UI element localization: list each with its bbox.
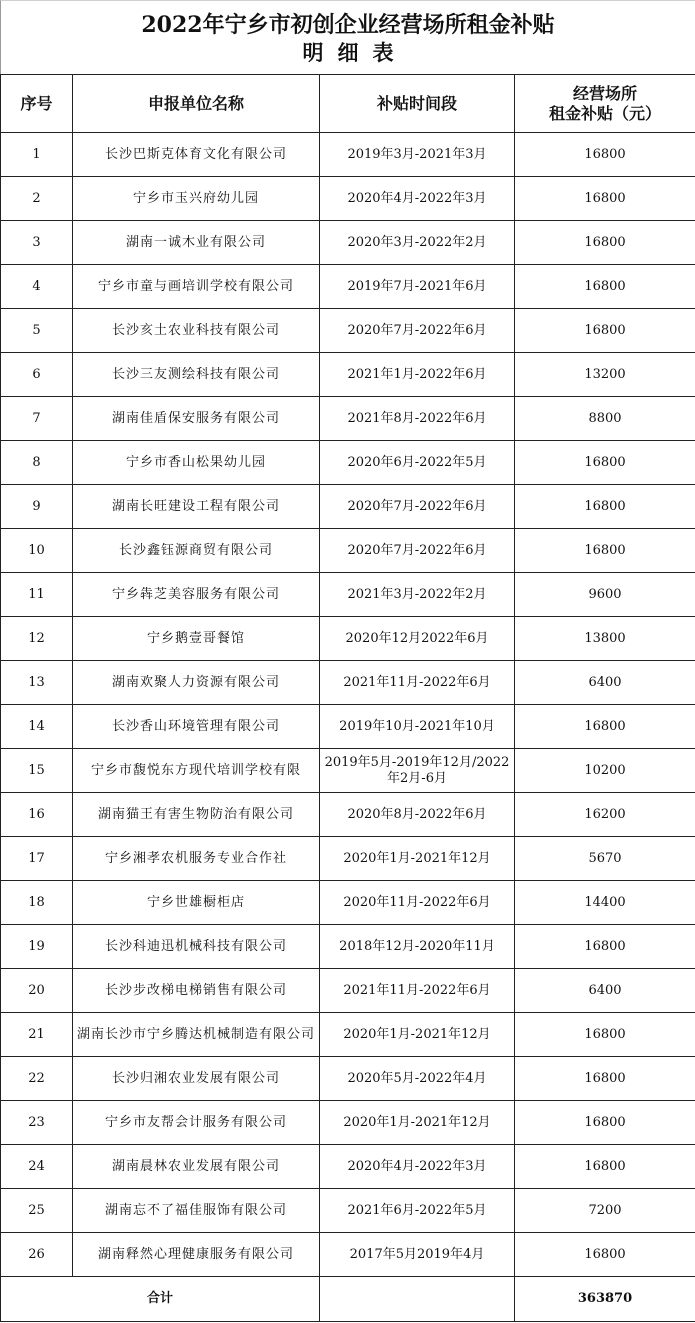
- cell-seq: 4: [1, 265, 73, 309]
- total-row: [1, 1277, 695, 1322]
- table-row: [1, 573, 695, 617]
- cell-seq: 11: [1, 573, 73, 617]
- subsidy-table: [0, 74, 695, 1322]
- cell-period: 2021年6月-2022年5月: [320, 1189, 515, 1233]
- cell-seq: 21: [1, 1013, 73, 1057]
- cell-unit-name: 长沙香山环境管理有限公司: [73, 705, 320, 749]
- table-row: [1, 881, 695, 925]
- cell-seq: 20: [1, 969, 73, 1013]
- document-title: 2022年宁乡市初创企业经营场所租金补贴: [141, 12, 555, 38]
- cell-amount: 16800: [515, 1145, 695, 1189]
- cell-unit-name: 长沙鑫钰源商贸有限公司: [73, 529, 320, 573]
- cell-amount: 14400: [515, 881, 695, 925]
- cell-unit-name: 宁乡湘孝农机服务专业合作社: [73, 837, 320, 881]
- cell-seq: 15: [1, 749, 73, 793]
- cell-period: 2020年3月-2022年2月: [320, 221, 515, 265]
- header-amount: [515, 75, 695, 133]
- cell-amount: 16800: [515, 133, 695, 177]
- cell-period: 2020年6月-2022年5月: [320, 441, 515, 485]
- cell-amount: 8800: [515, 397, 695, 441]
- cell-amount: 6400: [515, 969, 695, 1013]
- document-subtitle: 明细表: [302, 40, 408, 65]
- table-row: [1, 925, 695, 969]
- cell-unit-name: 长沙科迪迅机械科技有限公司: [73, 925, 320, 969]
- cell-unit-name: 宁乡市馥悦东方现代培训学校有限: [73, 749, 320, 793]
- total-label: 合计: [1, 1277, 320, 1322]
- cell-amount: 9600: [515, 573, 695, 617]
- cell-unit-name: 宁乡世雄橱柜店: [73, 881, 320, 925]
- cell-unit-name: 湖南释然心理健康服务有限公司: [73, 1233, 320, 1277]
- cell-amount: 16800: [515, 1013, 695, 1057]
- total-amount: 363870: [515, 1277, 695, 1322]
- cell-amount: 16800: [515, 265, 695, 309]
- table-row: [1, 529, 695, 573]
- table-row: [1, 177, 695, 221]
- cell-amount: 6400: [515, 661, 695, 705]
- cell-seq: 16: [1, 793, 73, 837]
- cell-period: 2020年5月-2022年4月: [320, 1057, 515, 1101]
- cell-unit-name: 长沙归湘农业发展有限公司: [73, 1057, 320, 1101]
- cell-period: 2020年1月-2021年12月: [320, 837, 515, 881]
- cell-amount: 16800: [515, 441, 695, 485]
- table-row: [1, 617, 695, 661]
- table-body: [1, 133, 695, 1277]
- header-row: [1, 75, 695, 133]
- cell-amount: 16800: [515, 1057, 695, 1101]
- table-row: [1, 1057, 695, 1101]
- cell-unit-name: 湖南佳盾保安服务有限公司: [73, 397, 320, 441]
- cell-unit-name: 宁乡鹅壹哥餐馆: [73, 617, 320, 661]
- cell-period: 2019年5月-2019年12月/2022年2月-6月: [320, 749, 515, 793]
- cell-period: 2021年11月-2022年6月: [320, 661, 515, 705]
- table-row: [1, 837, 695, 881]
- cell-period: 2019年3月-2021年3月: [320, 133, 515, 177]
- header-amount-line1: 经营场所: [572, 83, 637, 103]
- cell-unit-name: 宁乡市香山松果幼儿园: [73, 441, 320, 485]
- cell-seq: 10: [1, 529, 73, 573]
- cell-seq: 24: [1, 1145, 73, 1189]
- cell-period: 2020年7月-2022年6月: [320, 529, 515, 573]
- cell-period: 2020年4月-2022年3月: [320, 177, 515, 221]
- cell-period: 2020年11月-2022年6月: [320, 881, 515, 925]
- header-period: 补贴时间段: [320, 75, 515, 133]
- cell-seq: 5: [1, 309, 73, 353]
- table-row: [1, 1233, 695, 1277]
- cell-period: 2019年7月-2021年6月: [320, 265, 515, 309]
- table-row: [1, 1101, 695, 1145]
- cell-period: 2021年8月-2022年6月: [320, 397, 515, 441]
- cell-period: 2020年1月-2021年12月: [320, 1101, 515, 1145]
- cell-unit-name: 湖南长旺建设工程有限公司: [73, 485, 320, 529]
- cell-amount: 16200: [515, 793, 695, 837]
- cell-period: 2020年1月-2021年12月: [320, 1013, 515, 1057]
- cell-seq: 19: [1, 925, 73, 969]
- cell-seq: 2: [1, 177, 73, 221]
- cell-period: 2021年11月-2022年6月: [320, 969, 515, 1013]
- cell-amount: 16800: [515, 1101, 695, 1145]
- table-row: [1, 265, 695, 309]
- title-block: [0, 0, 695, 74]
- cell-unit-name: 宁乡市友帮会计服务有限公司: [73, 1101, 320, 1145]
- cell-period: 2020年7月-2022年6月: [320, 309, 515, 353]
- cell-seq: 12: [1, 617, 73, 661]
- cell-period: 2020年8月-2022年6月: [320, 793, 515, 837]
- table-row: [1, 1145, 695, 1189]
- table-row: [1, 353, 695, 397]
- cell-unit-name: 长沙巴斯克体育文化有限公司: [73, 133, 320, 177]
- cell-amount: 5670: [515, 837, 695, 881]
- table-row: [1, 485, 695, 529]
- cell-seq: 17: [1, 837, 73, 881]
- table-row: [1, 793, 695, 837]
- cell-seq: 9: [1, 485, 73, 529]
- cell-unit-name: 湖南忘不了福佳服饰有限公司: [73, 1189, 320, 1233]
- cell-amount: 16800: [515, 1233, 695, 1277]
- cell-period: 2021年3月-2022年2月: [320, 573, 515, 617]
- cell-period: 2021年1月-2022年6月: [320, 353, 515, 397]
- table-row: [1, 133, 695, 177]
- cell-seq: 3: [1, 221, 73, 265]
- table-row: [1, 397, 695, 441]
- cell-amount: 13200: [515, 353, 695, 397]
- cell-period: 2020年4月-2022年3月: [320, 1145, 515, 1189]
- table-row: [1, 969, 695, 1013]
- cell-period: 2018年12月-2020年11月: [320, 925, 515, 969]
- cell-unit-name: 宁乡市玉兴府幼儿园: [73, 177, 320, 221]
- cell-amount: 16800: [515, 309, 695, 353]
- cell-seq: 14: [1, 705, 73, 749]
- cell-amount: 16800: [515, 485, 695, 529]
- table-row: [1, 1013, 695, 1057]
- table-row: [1, 221, 695, 265]
- cell-seq: 7: [1, 397, 73, 441]
- table-row: [1, 661, 695, 705]
- cell-amount: 10200: [515, 749, 695, 793]
- cell-period: 2017年5月2019年4月: [320, 1233, 515, 1277]
- cell-seq: 1: [1, 133, 73, 177]
- cell-unit-name: 湖南长沙市宁乡腾达机械制造有限公司: [73, 1013, 320, 1057]
- cell-seq: 26: [1, 1233, 73, 1277]
- table-row: [1, 441, 695, 485]
- table-row: [1, 1189, 695, 1233]
- cell-period: 2020年7月-2022年6月: [320, 485, 515, 529]
- cell-seq: 8: [1, 441, 73, 485]
- cell-seq: 25: [1, 1189, 73, 1233]
- cell-seq: 13: [1, 661, 73, 705]
- header-name: 申报单位名称: [73, 75, 320, 133]
- table-row: [1, 705, 695, 749]
- cell-unit-name: 宁乡市童与画培训学校有限公司: [73, 265, 320, 309]
- cell-period: 2019年10月-2021年10月: [320, 705, 515, 749]
- cell-unit-name: 长沙亥土农业科技有限公司: [73, 309, 320, 353]
- cell-unit-name: 湖南猫王有害生物防治有限公司: [73, 793, 320, 837]
- cell-seq: 18: [1, 881, 73, 925]
- cell-amount: 16800: [515, 177, 695, 221]
- cell-seq: 23: [1, 1101, 73, 1145]
- header-seq: 序号: [1, 75, 73, 133]
- cell-unit-name: 宁乡犇芝美容服务有限公司: [73, 573, 320, 617]
- header-amount-line2: 租金补贴（元）: [548, 103, 661, 123]
- table-row: [1, 749, 695, 793]
- cell-amount: 16800: [515, 925, 695, 969]
- cell-amount: 16800: [515, 221, 695, 265]
- cell-amount: 16800: [515, 705, 695, 749]
- total-empty-cell: [320, 1277, 515, 1322]
- cell-unit-name: 长沙步改梯电梯销售有限公司: [73, 969, 320, 1013]
- cell-unit-name: 湖南一诚木业有限公司: [73, 221, 320, 265]
- cell-amount: 16800: [515, 529, 695, 573]
- cell-period: 2020年12月2022年6月: [320, 617, 515, 661]
- table-row: [1, 309, 695, 353]
- cell-unit-name: 湖南欢聚人力资源有限公司: [73, 661, 320, 705]
- cell-amount: 7200: [515, 1189, 695, 1233]
- cell-unit-name: 湖南晨林农业发展有限公司: [73, 1145, 320, 1189]
- cell-seq: 22: [1, 1057, 73, 1101]
- cell-amount: 13800: [515, 617, 695, 661]
- cell-seq: 6: [1, 353, 73, 397]
- cell-unit-name: 长沙三友测绘科技有限公司: [73, 353, 320, 397]
